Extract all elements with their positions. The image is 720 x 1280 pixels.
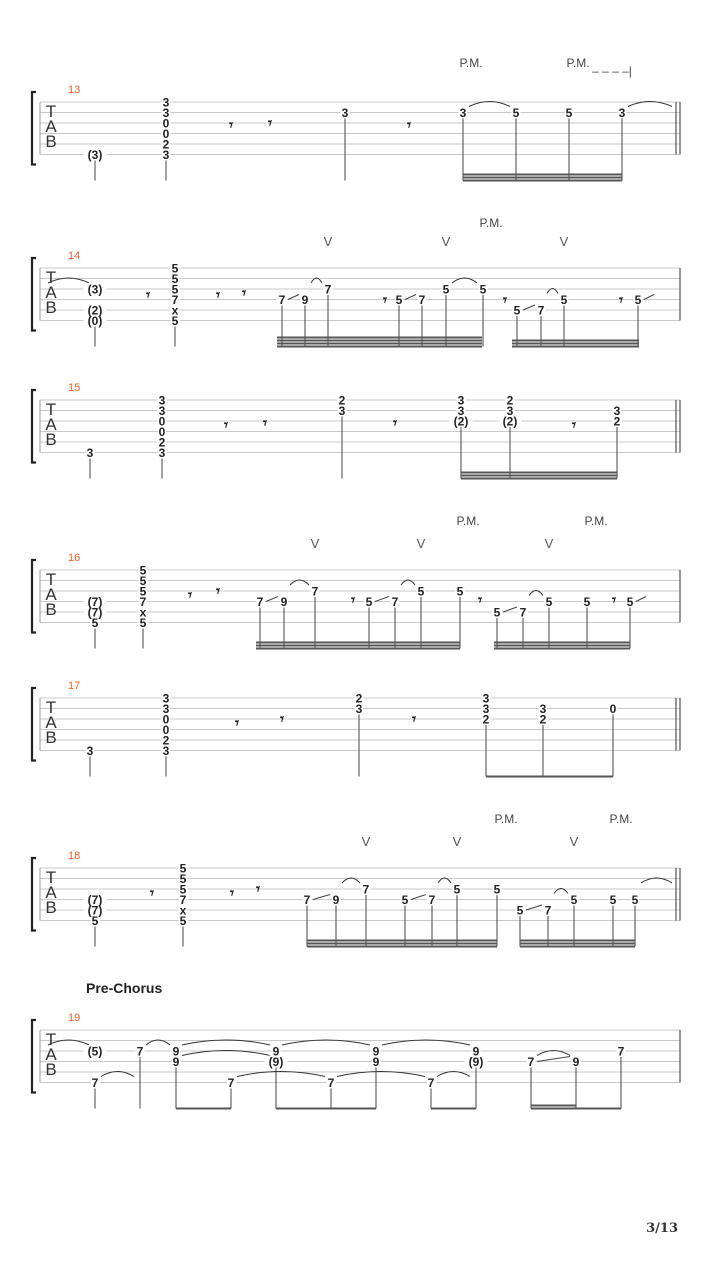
- fret-number: 9: [572, 1055, 580, 1069]
- fret-number: 7: [303, 893, 311, 907]
- fret-number: 7: [136, 1044, 144, 1059]
- rest-symbol: 𝄾: [216, 582, 220, 600]
- palm-mute-label: P.M.: [479, 216, 503, 230]
- tab-clef-letter: T: [45, 1030, 57, 1049]
- fret-number: (0): [87, 314, 103, 328]
- fret-number: 5: [512, 106, 520, 120]
- fret-number: 7: [256, 595, 264, 609]
- fret-number: 3: [86, 446, 94, 460]
- bar-number: 17: [68, 680, 81, 692]
- slide-line: [644, 295, 654, 300]
- upstroke-marker: V: [361, 834, 371, 849]
- staff-bracket: [32, 92, 36, 165]
- fret-number: 3: [162, 106, 170, 120]
- slide-line: [405, 295, 416, 300]
- fret-number: 7: [527, 1055, 535, 1069]
- slide-line: [523, 305, 535, 310]
- fret-number: 7: [324, 282, 332, 297]
- slide-line: [526, 905, 542, 910]
- tab-clef-letter: T: [45, 102, 57, 121]
- fret-number: 5: [171, 314, 179, 328]
- fret-number: 3: [162, 691, 170, 706]
- rest-symbol: 𝄾: [263, 414, 267, 432]
- fret-number: 7: [362, 882, 370, 897]
- fret-number: 9: [172, 1044, 180, 1059]
- fret-number: 2: [162, 733, 170, 748]
- tab-clef-letter: T: [45, 400, 57, 419]
- fret-number: 5: [417, 584, 425, 599]
- section-label: Pre-Chorus: [86, 980, 163, 996]
- fret-number: 5: [634, 293, 642, 307]
- fret-number: x: [179, 903, 187, 918]
- fret-number: 5: [545, 595, 553, 609]
- fret-number: 3: [162, 702, 170, 716]
- tab-staff: [32, 858, 680, 947]
- fret-number: 3: [86, 744, 94, 758]
- rest-symbol: 𝄾: [572, 416, 576, 434]
- fret-number: 5: [565, 106, 573, 120]
- tab-clef-letter: B: [45, 430, 57, 449]
- fret-number: 5: [453, 882, 461, 897]
- fret-number: (2): [87, 303, 103, 318]
- fret-number: 5: [395, 293, 403, 307]
- fret-number: 5: [171, 282, 179, 297]
- fret-number: 5: [179, 872, 187, 886]
- bar-number: 19: [68, 1012, 81, 1024]
- staff-bracket: [32, 560, 36, 633]
- fret-number: 9: [280, 595, 288, 609]
- fret-number: 3: [482, 691, 490, 706]
- palm-mute-label: P.M.: [566, 56, 590, 70]
- tab-clef-letter: A: [45, 883, 57, 902]
- bar-number: 13: [68, 84, 81, 96]
- rest-symbol: 𝄾: [235, 714, 239, 732]
- tab-staff: [32, 258, 680, 347]
- fret-number: 5: [171, 261, 179, 276]
- staff-bracket: [32, 858, 36, 931]
- upstroke-marker: V: [416, 536, 426, 551]
- fret-number: 7: [278, 293, 286, 307]
- fret-number: (9): [268, 1055, 284, 1069]
- fret-number: 0: [162, 116, 170, 131]
- fret-number: 3: [539, 702, 547, 716]
- fret-number: 7: [617, 1044, 625, 1059]
- fret-number: (7): [87, 903, 103, 918]
- fret-number: 3: [162, 148, 170, 162]
- bar-number: 14: [68, 250, 81, 262]
- upstroke-marker: V: [323, 234, 333, 249]
- fret-number: 9: [472, 1044, 480, 1059]
- upstroke-marker: V: [310, 536, 320, 551]
- rest-symbol: 𝄾: [150, 884, 154, 902]
- fret-number: 0: [162, 723, 170, 737]
- bar-number: 18: [68, 850, 81, 862]
- fret-number: 7: [311, 584, 319, 599]
- slide-line: [288, 295, 299, 300]
- tab-clef-letter: A: [45, 117, 57, 136]
- rest-symbol: 𝄾: [351, 591, 355, 609]
- fret-number: x: [171, 303, 179, 318]
- rest-symbol: 𝄾: [188, 586, 192, 604]
- rest-symbol: 𝄾: [407, 116, 411, 134]
- tab-clef-letter: A: [45, 713, 57, 732]
- fret-number: 7: [418, 293, 426, 307]
- rest-symbol: 𝄾: [224, 416, 228, 434]
- fret-number: 3: [162, 744, 170, 758]
- rest-symbol: 𝄾: [503, 291, 507, 309]
- rest-symbol: 𝄾: [612, 591, 616, 609]
- fret-number: 3: [338, 404, 346, 418]
- tab-clef-letter: A: [45, 585, 57, 604]
- rest-symbol: 𝄾: [146, 286, 150, 304]
- fret-number: (7): [87, 605, 103, 620]
- tab-clef-letter: T: [45, 570, 57, 589]
- upstroke-marker: V: [559, 234, 569, 249]
- fret-number: 5: [91, 616, 99, 630]
- fret-number: (9): [468, 1055, 484, 1069]
- fret-number: 3: [613, 404, 621, 418]
- tab-staff: [32, 390, 680, 479]
- tab-clef-letter: B: [45, 728, 57, 747]
- staff-bracket: [32, 258, 36, 331]
- fret-number: (3): [87, 282, 103, 297]
- fret-number: 7: [427, 1076, 435, 1090]
- fret-number: 2: [158, 435, 166, 450]
- fret-number: 9: [172, 1055, 180, 1069]
- fret-number: 5: [493, 605, 501, 620]
- fret-number: 7: [327, 1076, 335, 1090]
- bar-number: 15: [68, 382, 81, 394]
- fret-number: 3: [158, 404, 166, 418]
- rest-symbol: 𝄾: [280, 710, 284, 728]
- tab-clef-letter: T: [45, 698, 57, 717]
- fret-number: 9: [272, 1044, 280, 1059]
- palm-mute-label: P.M.: [609, 812, 633, 826]
- fret-number: 5: [583, 595, 591, 609]
- fret-number: 9: [372, 1044, 380, 1059]
- palm-mute-label: P.M.: [494, 812, 518, 826]
- upstroke-marker: V: [452, 834, 462, 849]
- fret-number: 3: [341, 106, 349, 120]
- fret-number: 3: [459, 106, 467, 120]
- fret-number: 7: [428, 893, 436, 907]
- rest-symbol: 𝄾: [230, 884, 234, 902]
- fret-number: (3): [87, 148, 103, 162]
- fret-number: 3: [482, 702, 490, 716]
- fret-number: 7: [544, 903, 552, 918]
- upstroke-marker: V: [544, 536, 554, 551]
- staff-bracket: [32, 1020, 36, 1093]
- tab-clef-letter: A: [45, 283, 57, 302]
- upstroke-marker: V: [441, 234, 451, 249]
- tab-clef-letter: B: [45, 898, 57, 917]
- fret-number: 5: [570, 893, 578, 907]
- fret-number: (5): [87, 1044, 103, 1059]
- fret-number: 2: [506, 393, 514, 408]
- fret-number: 5: [179, 882, 187, 897]
- slide-line: [313, 895, 330, 900]
- fret-number: 3: [162, 95, 170, 110]
- slide-line: [503, 607, 517, 612]
- fret-number: 2: [482, 712, 490, 727]
- fret-number: 0: [158, 414, 166, 429]
- fret-number: (2): [453, 414, 469, 429]
- fret-number: 0: [158, 425, 166, 439]
- fret-number: 5: [139, 584, 147, 599]
- fret-number: (7): [87, 893, 103, 907]
- fret-number: 5: [479, 282, 487, 297]
- tab-clef-letter: A: [45, 415, 57, 434]
- fret-number: 2: [355, 691, 363, 706]
- fret-number: 3: [158, 446, 166, 460]
- fret-number: 3: [506, 404, 514, 418]
- fret-number: 9: [332, 893, 340, 907]
- fret-number: 3: [457, 393, 465, 408]
- fret-number: 7: [519, 605, 527, 620]
- rest-symbol: 𝄾: [478, 591, 482, 609]
- slide-line: [537, 1057, 570, 1062]
- tab-clef-letter: T: [45, 868, 57, 887]
- fret-number: 5: [139, 574, 147, 588]
- fret-number: 5: [516, 903, 524, 918]
- fret-number: 5: [139, 616, 147, 630]
- tab-clef-letter: B: [45, 600, 57, 619]
- fret-number: 5: [456, 584, 464, 599]
- fret-number: 9: [372, 1055, 380, 1069]
- staff-bracket: [32, 688, 36, 761]
- fret-number: 5: [171, 272, 179, 286]
- tab-clef-letter: B: [45, 1060, 57, 1079]
- fret-number: 7: [391, 595, 399, 609]
- fret-number: 5: [560, 293, 568, 307]
- rest-symbol: 𝄾: [383, 291, 387, 309]
- palm-mute-extension: – – – –|: [592, 64, 632, 78]
- staff-bracket: [32, 390, 36, 463]
- fret-number: 7: [171, 293, 179, 307]
- rest-symbol: 𝄾: [412, 710, 416, 728]
- rest-symbol: 𝄾: [256, 880, 260, 898]
- rest-symbol: 𝄾: [393, 414, 397, 432]
- fret-number: (7): [87, 595, 103, 609]
- rest-symbol: 𝄾: [229, 116, 233, 134]
- fret-number: 5: [401, 893, 409, 907]
- fret-number: 7: [91, 1076, 99, 1090]
- palm-mute-label: P.M.: [456, 514, 480, 528]
- fret-number: 7: [227, 1076, 235, 1090]
- rest-symbol: 𝄾: [268, 114, 272, 132]
- slide-line: [636, 597, 646, 602]
- fret-number: 0: [162, 712, 170, 727]
- tab-staff: [32, 92, 680, 181]
- slide-line: [411, 895, 426, 900]
- fret-number: 5: [609, 893, 617, 907]
- fret-number: 5: [513, 303, 521, 318]
- fret-number: 5: [179, 914, 187, 928]
- fret-number: 3: [618, 106, 626, 120]
- upstroke-marker: V: [569, 834, 579, 849]
- fret-number: 5: [139, 563, 147, 578]
- fret-number: 2: [613, 414, 621, 429]
- palm-mute-label: P.M.: [584, 514, 608, 528]
- tab-clef-letter: B: [45, 298, 57, 317]
- fret-number: (2): [502, 414, 518, 429]
- tab-clef-letter: T: [45, 268, 57, 287]
- fret-number: 5: [631, 893, 639, 907]
- fret-number: 5: [626, 595, 634, 609]
- fret-number: 5: [179, 861, 187, 876]
- fret-number: 9: [301, 293, 309, 307]
- fret-number: 3: [355, 702, 363, 716]
- fret-number: 5: [91, 914, 99, 928]
- bar-number: 16: [68, 552, 81, 564]
- fret-number: 3: [158, 393, 166, 408]
- slide-line: [266, 597, 278, 602]
- fret-number: 0: [162, 127, 170, 141]
- rest-symbol: 𝄾: [242, 284, 246, 302]
- tab-staff: [32, 1020, 680, 1109]
- fret-number: 2: [338, 393, 346, 408]
- fret-number: 5: [442, 282, 450, 297]
- fret-number: 2: [539, 712, 547, 727]
- palm-mute-label: P.M.: [459, 56, 483, 70]
- fret-number: 7: [179, 893, 187, 907]
- fret-number: 5: [493, 882, 501, 897]
- tab-clef-letter: B: [45, 132, 57, 151]
- slide-line: [375, 597, 389, 602]
- tab-clef-letter: A: [45, 1045, 57, 1064]
- fret-number: 3: [457, 404, 465, 418]
- fret-number: 5: [365, 595, 373, 609]
- rest-symbol: 𝄾: [216, 286, 220, 304]
- fret-number: 0: [609, 702, 617, 716]
- fret-number: 7: [139, 595, 147, 609]
- fret-number: x: [139, 605, 147, 620]
- rest-symbol: 𝄾: [619, 291, 623, 309]
- fret-number: 7: [537, 303, 545, 318]
- page-number: 3/13: [646, 1221, 678, 1236]
- fret-number: 2: [162, 137, 170, 152]
